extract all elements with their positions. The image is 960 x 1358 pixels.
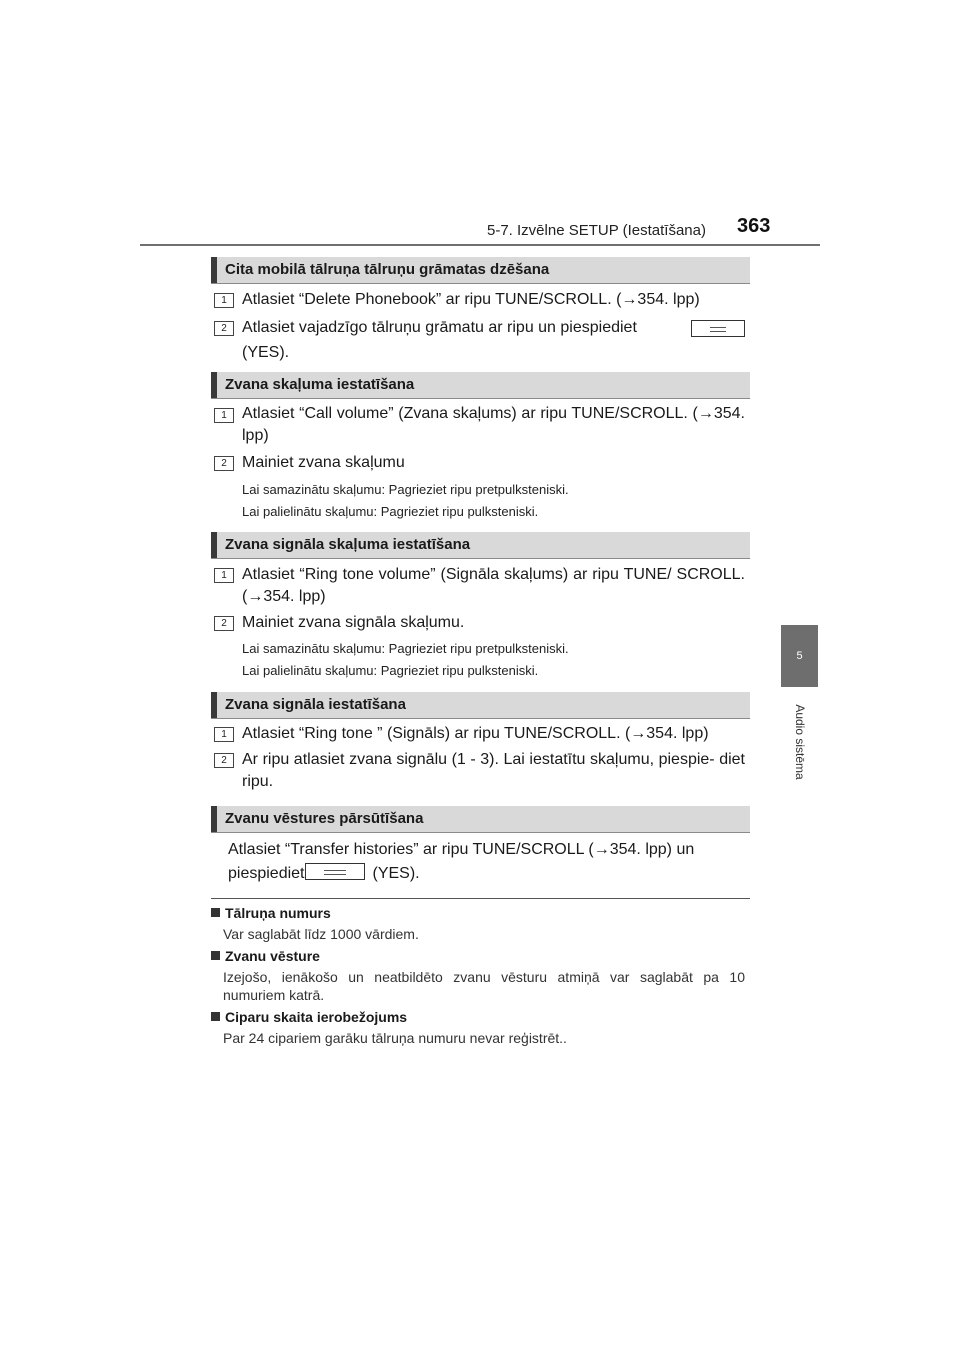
step-number: 2	[214, 456, 234, 471]
section-title: Zvana signāla skaļuma iestatīšana	[225, 536, 471, 553]
sub-note: Lai samazinātu skaļumu: Pagrieziet ripu pretpulksteniski.	[242, 482, 569, 497]
step-number: 1	[214, 727, 234, 742]
section-heading	[211, 692, 750, 719]
step-text: Atlasiet “Ring tone volume” (Signāla skaļums) ar ripu TUNE/ SCROLL. (→354. lpp)	[242, 566, 745, 605]
section-heading	[211, 532, 750, 559]
note-body: Var saglabāt līdz 1000 vārdiem.	[223, 926, 419, 942]
note-heading	[211, 1009, 407, 1025]
page-number: 363	[737, 215, 771, 237]
note-heading-text: Tālruņa numurs	[225, 905, 331, 921]
section-title: Zvana signāla iestatīšana	[225, 696, 406, 713]
chapter-number: 5	[796, 650, 803, 662]
note-body: Par 24 cipariem garāku tālruņa numuru nevar reģistrēt..	[223, 1030, 567, 1046]
sub-note: Lai samazinātu skaļumu: Pagrieziet ripu pretpulksteniski.	[242, 641, 569, 656]
enter-button-icon	[691, 320, 745, 337]
step-text: Mainiet zvana skaļumu	[242, 454, 405, 471]
section-heading	[211, 806, 750, 833]
square-bullet-icon	[211, 1012, 220, 1021]
chapter-label: Audio sistēma	[792, 704, 807, 780]
step-text	[242, 317, 745, 364]
note-body: Izejošo, ienākošo un neatbildēto zvanu vēsturu atmiņā var saglabāt pa 10 numuriem katrā.	[223, 969, 745, 1003]
note-heading	[211, 905, 331, 921]
step-number: 2	[214, 321, 234, 336]
note-heading-text: Ciparu skaita ierobežojums	[225, 1009, 408, 1025]
section-title: Zvanu vēstures pārsūtīšana	[225, 810, 424, 827]
sub-note: Lai palielinātu skaļumu: Pagrieziet ripu pulksteniski.	[242, 663, 539, 678]
step-text: Mainiet zvana signāla skaļumu.	[242, 614, 465, 631]
step-text: Atlasiet “Delete Phonebook” ar ripu TUNE/SCROLL. (→354. lpp)	[242, 291, 700, 308]
paragraph-line: (YES).	[372, 865, 420, 882]
section-heading	[211, 257, 750, 284]
step-text-part: Atlasiet vajadzīgo tālruņu grāmatu ar ripu un piespiediet	[242, 319, 637, 336]
chapter-tab	[781, 625, 818, 687]
note-heading-text: Zvanu vēsture	[225, 948, 320, 964]
running-header-section: 5-7. Izvēlne SETUP (Iestatīšana)	[487, 222, 706, 239]
step-number: 1	[214, 568, 234, 583]
step-number: 1	[214, 293, 234, 308]
step-number: 1	[214, 408, 234, 423]
paragraph-line: Atlasiet “Transfer histories” ar ripu TUNE/SCROLL (→354. lpp) un	[228, 841, 695, 858]
square-bullet-icon	[211, 908, 220, 917]
header-rule	[140, 244, 820, 246]
section-heading	[211, 372, 750, 399]
square-bullet-icon	[211, 951, 220, 960]
section-title: Cita mobilā tālruņa tālruņu grāmatas dzēšana	[225, 261, 550, 278]
paragraph-text	[228, 839, 745, 885]
enter-button-icon	[305, 863, 365, 880]
step-number: 2	[214, 753, 234, 768]
note-heading	[211, 948, 320, 964]
notes-divider	[211, 898, 750, 899]
step-text: Atlasiet “Call volume” (Zvana skaļums) ar ripu TUNE/SCROLL. (→354. lpp)	[242, 405, 745, 444]
step-text-part: (YES).	[242, 344, 290, 361]
section-title: Zvana skaļuma iestatīšana	[225, 376, 415, 393]
paragraph-line: piespiediet	[228, 865, 305, 882]
chapter-side-label	[781, 687, 818, 797]
step-text: Atlasiet “Ring tone ” (Signāls) ar ripu TUNE/SCROLL. (→354. lpp)	[242, 725, 709, 742]
step-text: Ar ripu atlasiet zvana signālu (1 - 3). Lai iestatītu skaļumu, piespie- diet ripu.	[242, 751, 745, 790]
sub-note: Lai palielinātu skaļumu: Pagrieziet ripu pulksteniski.	[242, 504, 539, 519]
step-number: 2	[214, 616, 234, 631]
